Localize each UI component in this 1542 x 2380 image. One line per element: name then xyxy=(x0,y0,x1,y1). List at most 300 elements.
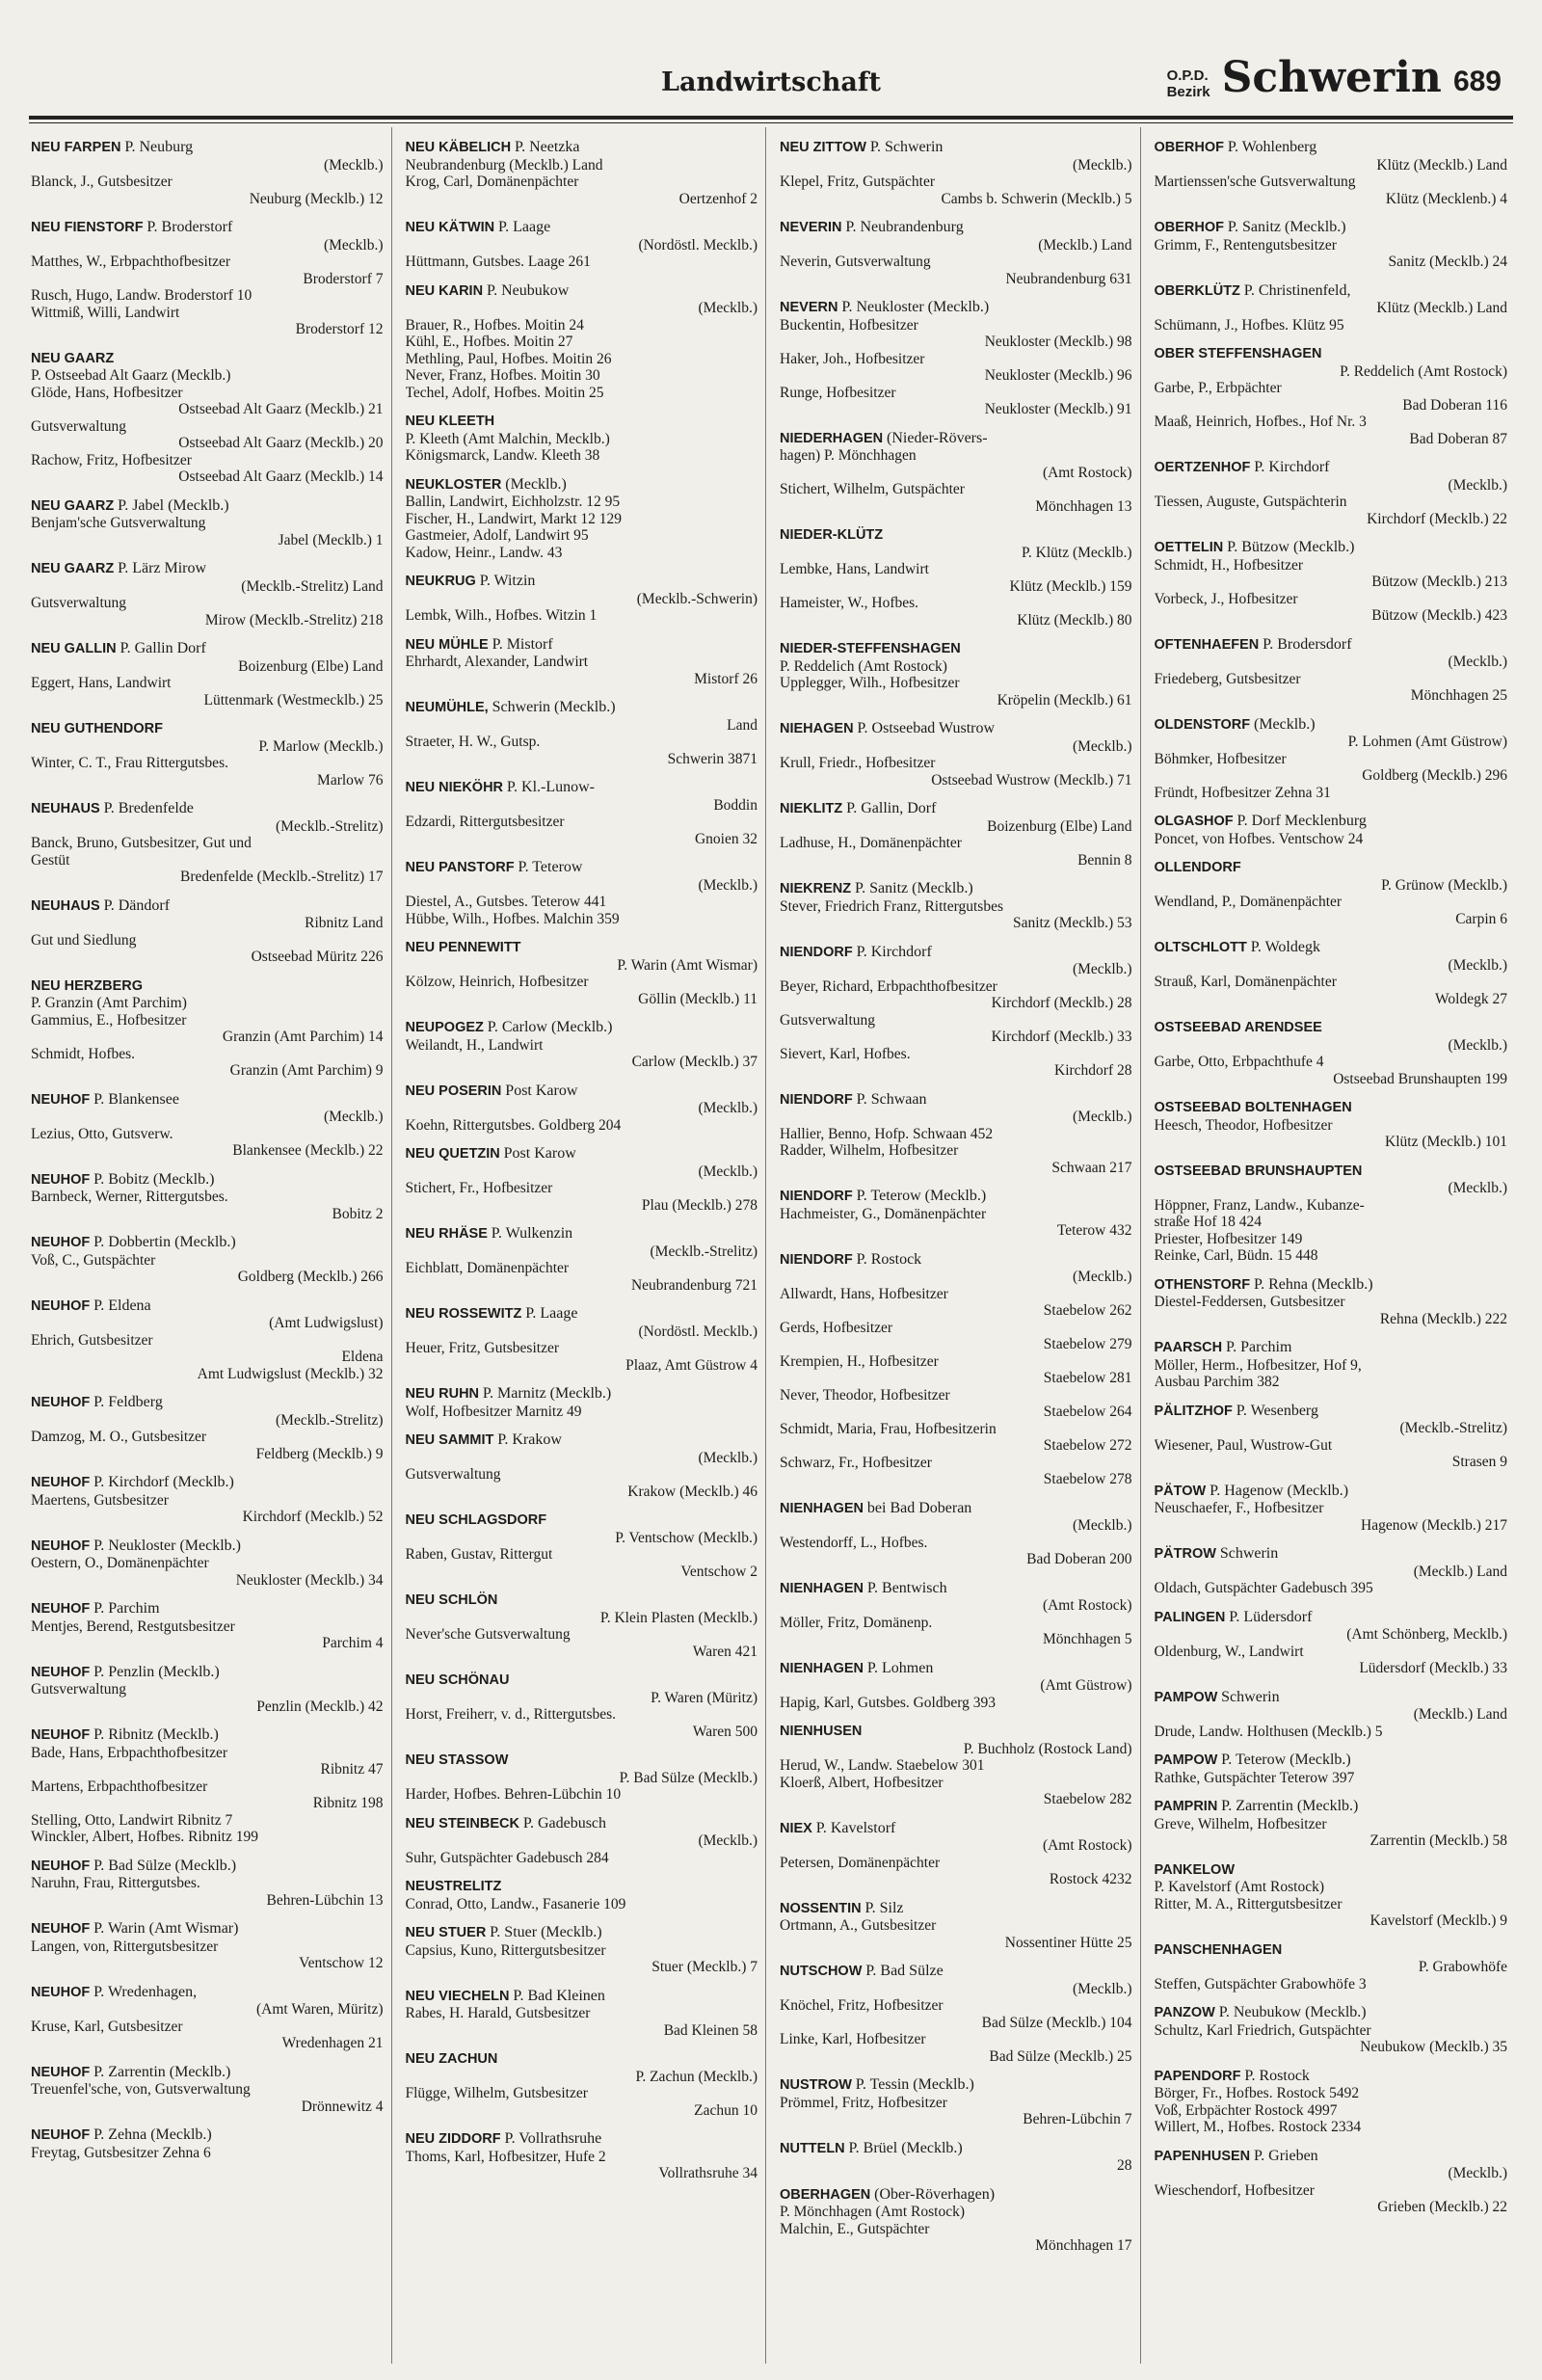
post-office: Schwerin xyxy=(1221,1688,1280,1705)
entry-heading-line xyxy=(780,1580,1132,1598)
directory-entry xyxy=(1155,345,1508,447)
entry-location-line: Bad Kleinen 58 xyxy=(663,2021,758,2039)
directory-entry xyxy=(1155,859,1508,927)
entry-holder-line: Brauer, R., Hofbes. Moitin 24 xyxy=(405,316,584,334)
post-office: P. Dorf Mecklenburg xyxy=(1236,813,1367,829)
place-name: NEUHOF xyxy=(31,1395,91,1410)
entry-heading-line xyxy=(31,1726,384,1745)
entry-location-line: Krakow (Mecklb.) 46 xyxy=(627,1483,758,1500)
entry-heading-line xyxy=(780,944,1132,962)
post-office: P. Warin (Amt Wismar) xyxy=(93,1920,239,1937)
entry-holder-line: Neubrandenburg (Mecklb.) Land xyxy=(405,156,603,174)
entry-location-line: Bützow (Mecklb.) 423 xyxy=(1371,607,1507,624)
directory-entry xyxy=(1155,1798,1508,1850)
entry-location-line: Schwerin 3871 xyxy=(667,750,758,767)
entry-holder-line: Ausbau Parchim 382 xyxy=(1154,1374,1280,1390)
directory-entry xyxy=(1155,282,1508,334)
directory-entry xyxy=(780,1820,1132,1888)
directory-entry xyxy=(31,350,384,486)
entry-heading-line xyxy=(31,139,384,157)
directory-entry xyxy=(780,2140,1132,2175)
post-office: P. Zehna (Mecklb.) xyxy=(93,2126,212,2143)
entry-holder-line: Blanck, J., Gutsbesitzer xyxy=(31,174,173,190)
entry-location-line: Granzin (Amt Parchim) 9 xyxy=(229,1062,384,1079)
entry-holder-line: Wittmiß, Willi, Landwirt xyxy=(31,304,180,321)
directory-entry xyxy=(31,1171,384,1223)
place-name: NIENHUSEN xyxy=(780,1724,863,1739)
entry-holder-line: Linke, Karl, Hofbesitzer xyxy=(780,2031,926,2047)
entry-location-line: (Mecklb.) xyxy=(698,1832,758,1849)
place-name: NEU PANSTORF xyxy=(405,860,515,875)
entry-heading-line xyxy=(406,1019,758,1037)
entry-location-line: (Amt Schönberg, Mecklb.) xyxy=(1346,1626,1507,1643)
entry-heading-line xyxy=(406,139,758,157)
entry-location-line: (Mecklb.) xyxy=(1072,156,1132,174)
entry-heading-line xyxy=(780,720,1132,738)
entry-holder-line: Wiesener, Paul, Wustrow-Gut xyxy=(1154,1436,1333,1454)
directory-entry xyxy=(31,2064,384,2116)
directory-entry xyxy=(31,497,384,549)
directory-entry xyxy=(1155,1861,1508,1930)
entry-location-line: Plau (Mecklb.) 278 xyxy=(641,1196,758,1214)
entry-holder-line: Börger, Fr., Hofbes. Rostock 5492 xyxy=(1154,2085,1360,2101)
entry-holder-line: Höppner, Franz, Landw., Kubanze- xyxy=(1154,1196,1365,1214)
post-office: P. Schwerin xyxy=(869,139,944,155)
entry-holder-line: Schwarz, Fr., Hofbesitzer xyxy=(780,1454,932,1471)
entry-heading-line xyxy=(406,859,758,877)
entry-heading-line xyxy=(1155,459,1508,477)
entry-location-line: P. Zachun (Mecklb.) xyxy=(635,2068,758,2085)
entry-holder-line: Strauß, Karl, Domänenpächter xyxy=(1154,974,1337,990)
directory-entry xyxy=(31,720,384,789)
entry-holder-line: Fischer, H., Landwirt, Markt 12 129 xyxy=(405,510,623,527)
post-office: P. Ostseebad Wustrow xyxy=(857,720,996,736)
entry-heading-line xyxy=(780,299,1132,317)
post-office: P. Mistorf xyxy=(492,635,553,653)
post-office: (Mecklb.) xyxy=(505,475,567,493)
entry-heading-line xyxy=(780,1091,1132,1110)
directory-entry xyxy=(1155,139,1508,207)
entry-holder-line: Glöde, Hans, Hofbesitzer xyxy=(31,384,183,401)
entry-holder-line: Priester, Hofbesitzer 149 xyxy=(1154,1230,1303,1247)
entry-heading-line xyxy=(1155,2004,1508,2022)
entry-holder-line: P. Kavelstorf (Amt Rostock) xyxy=(1154,1879,1325,1895)
entry-heading-line xyxy=(1155,939,1508,957)
entry-holder-line: Voß, Erbpächter Rostock 4997 xyxy=(1154,2101,1338,2119)
entry-holder-line: Maertens, Gutsbesitzer xyxy=(31,1491,169,1509)
entry-holder-line: Koehn, Rittergutsbes. Goldberg 204 xyxy=(405,1116,622,1134)
post-office: Schwerin xyxy=(1219,1545,1279,1562)
entry-location-line: Staebelow 272 xyxy=(1043,1437,1132,1454)
district-label xyxy=(1167,67,1210,100)
directory-entry xyxy=(1155,1339,1508,1391)
directory-entry xyxy=(406,1083,758,1135)
entry-heading-line xyxy=(406,1305,758,1324)
post-office: P. Gadebusch xyxy=(522,1814,607,1832)
entry-location-line: Rostock 4232 xyxy=(1049,1871,1132,1887)
column-2 xyxy=(406,127,767,2364)
entry-location-line: (Amt Waren, Müritz) xyxy=(256,2001,384,2018)
entry-holder-line: Gut und Siedlung xyxy=(31,931,137,949)
entry-heading-line xyxy=(31,1297,384,1316)
entry-location-line: Wredenhagen 21 xyxy=(281,2035,384,2051)
directory-entry xyxy=(1155,1099,1508,1151)
directory-entry xyxy=(1155,2148,1508,2216)
place-name: NEUMÜHLE, xyxy=(405,700,489,715)
directory-entry xyxy=(780,1580,1132,1648)
post-office: P. Parchim xyxy=(1226,1339,1292,1355)
entry-location-line: Zarrentin (Mecklb.) 58 xyxy=(1369,1832,1507,1849)
entry-location-line: P. Warin (Amt Wismar) xyxy=(617,956,758,974)
directory-entry xyxy=(406,636,758,688)
entry-holder-line: Friedeberg, Gutsbesitzer xyxy=(1154,670,1301,687)
place-name: NEUHAUS xyxy=(31,801,100,816)
entry-holder-line: Hachmeister, G., Domänenpächter xyxy=(780,1205,987,1222)
entry-heading-line xyxy=(31,1600,384,1618)
entry-holder-line: Krog, Carl, Domänenpächter xyxy=(405,174,579,190)
post-office: (Ober-Röverhagen) xyxy=(874,2185,996,2203)
entry-heading-line xyxy=(31,1394,384,1412)
entry-heading-line xyxy=(1155,539,1508,557)
post-office: (Nieder-Rövers- xyxy=(887,429,988,446)
place-name: PANKELOW xyxy=(1154,1861,1236,1878)
directory-entry xyxy=(780,2076,1132,2128)
place-name: NIENDORF xyxy=(780,1091,853,1108)
post-office: P. Christinenfeld, xyxy=(1243,281,1351,299)
entry-heading-line xyxy=(1155,1609,1508,1627)
post-office: P. Brodersdorf xyxy=(1263,635,1352,653)
entry-location-line: Mönchhagen 13 xyxy=(1035,497,1132,515)
entry-location-line: Kirchdorf 28 xyxy=(1054,1062,1132,1079)
entry-holder-line: Stever, Friedrich Franz, Rittergutsbes xyxy=(780,897,1003,915)
entry-heading-line xyxy=(406,219,758,237)
directory-entry xyxy=(406,1924,758,1976)
entry-heading-line xyxy=(406,1752,758,1770)
directory-entry xyxy=(780,1500,1132,1568)
entry-heading-line xyxy=(31,1858,384,1876)
entry-heading-line xyxy=(31,1474,384,1492)
entry-holder-line: Techel, Adolf, Hofbes. Moitin 25 xyxy=(405,384,604,401)
entry-location-line: Staebelow 262 xyxy=(1043,1302,1132,1319)
entry-holder-line: Benjam'sche Gutsverwaltung xyxy=(31,515,206,531)
entry-heading-line xyxy=(406,636,758,655)
place-name: NEU GAARZ xyxy=(31,497,115,514)
directory-entry xyxy=(1155,2004,1508,2056)
entry-heading-line xyxy=(1155,1941,1508,1960)
place-name: NEUHOF xyxy=(31,1171,91,1188)
directory-entry xyxy=(406,282,758,402)
entry-holder-line: Krempien, H., Hofbesitzer xyxy=(780,1352,939,1370)
entry-heading-line xyxy=(780,1660,1132,1678)
directory-entry xyxy=(406,1815,758,1867)
entry-holder-line: Martens, Erbpachthofbesitzer xyxy=(31,1778,208,1795)
entry-heading-line xyxy=(406,1878,758,1896)
directory-entry xyxy=(406,2130,758,2182)
post-office: Schwerin (Mecklb.) xyxy=(492,699,616,715)
post-office: P. Sanitz (Mecklb.) xyxy=(855,880,973,896)
entry-holder-line: Gastmeier, Adolf, Landwirt 95 xyxy=(405,527,589,544)
post-office: P. Rehna (Mecklb.) xyxy=(1254,1275,1373,1293)
entry-heading-line xyxy=(31,219,384,237)
directory-entry xyxy=(780,2186,1132,2255)
place-name: NEUHOF xyxy=(31,1091,91,1108)
place-name: NIENHAGEN xyxy=(780,1500,864,1516)
post-office: P. Zarrentin (Mecklb.) xyxy=(1221,1798,1359,1814)
entry-holder-line: Böhmker, Hofbesitzer xyxy=(1154,750,1287,767)
entry-location-line: Staebelow 264 xyxy=(1043,1404,1132,1420)
post-office: P. Grieben xyxy=(1254,2147,1318,2164)
entry-holder-line: Never'sche Gutsverwaltung xyxy=(405,1626,571,1643)
post-office: P. Teterow xyxy=(518,859,583,875)
entry-location-line: Klütz (Mecklb.) Land xyxy=(1376,156,1507,174)
directory-entry xyxy=(31,1474,384,1526)
post-office: bei Bad Doberan xyxy=(866,1499,972,1516)
post-office: P. Neuburg xyxy=(124,139,194,155)
entry-heading-line xyxy=(1155,2068,1508,2086)
entry-location-line: Klütz (Mecklb.) Land xyxy=(1376,300,1507,316)
entry-holder-line: Krull, Friedr., Hofbesitzer xyxy=(780,755,936,771)
entry-heading-line xyxy=(780,640,1132,658)
directory-entry xyxy=(406,1225,758,1294)
entry-heading-line xyxy=(406,1671,758,1690)
entry-location-line: Plaaz, Amt Güstrow 4 xyxy=(625,1356,758,1374)
directory-entry xyxy=(1155,1545,1508,1597)
directory-entry xyxy=(1155,1019,1508,1087)
entry-location-line: (Mecklb.) xyxy=(698,1100,758,1116)
entry-holder-line: Diestel-Feddersen, Gutsbesitzer xyxy=(1154,1294,1345,1310)
post-office: P. Kirchdorf (Mecklb.) xyxy=(93,1474,234,1490)
entry-holder-line: Hameister, W., Hofbes. xyxy=(780,595,919,611)
post-office: P. Blankensee xyxy=(93,1090,179,1108)
entry-heading-line xyxy=(31,720,384,738)
place-name: NEUHOF xyxy=(31,2127,91,2143)
directory-entry xyxy=(1155,813,1508,847)
column-4 xyxy=(1155,127,1516,2364)
place-name: NOSSENTIN xyxy=(780,1900,862,1916)
entry-location-line: (Mecklb.) xyxy=(323,236,384,254)
entry-heading-line xyxy=(406,573,758,591)
header-rule xyxy=(29,116,1513,120)
place-name: PAMPRIN xyxy=(1154,1799,1218,1814)
entry-location-line: (Mecklb.-Schwerin) xyxy=(636,590,758,607)
entry-holder-line: Matthes, W., Erbpachthofbesitzer xyxy=(31,254,231,270)
entry-heading-line xyxy=(1155,1019,1508,1037)
entry-location-line: Woldegk 27 xyxy=(1435,990,1507,1007)
entry-location-line: Teterow 432 xyxy=(1056,1222,1132,1239)
entry-location-line: Ribnitz 198 xyxy=(312,1795,384,1811)
entry-holder-line: Horst, Freiherr, v. d., Rittergutsbes. xyxy=(405,1706,617,1723)
column-3 xyxy=(780,127,1141,2364)
entry-location-line: (Mecklb.) xyxy=(1072,1109,1132,1125)
post-office: P. Sanitz (Mecklb.) xyxy=(1227,219,1346,235)
entry-location-line: Mönchhagen 17 xyxy=(1035,2237,1132,2254)
place-name: PALINGEN xyxy=(1154,1609,1226,1625)
entry-location-line: Staebelow 282 xyxy=(1043,1791,1132,1807)
entry-holder-line: Kadow, Heinr., Landw. 43 xyxy=(405,544,563,561)
entry-holder-line: Buckentin, Hofbesitzer xyxy=(780,316,918,334)
entry-heading-line xyxy=(1155,1339,1508,1357)
entry-holder-line: Diestel, A., Gutsbes. Teterow 441 xyxy=(405,894,607,910)
entry-location-line: Marlow 76 xyxy=(317,771,384,789)
entry-holder-line: Heesch, Theodor, Hofbesitzer xyxy=(1154,1116,1333,1134)
post-office: P. Teterow (Mecklb.) xyxy=(1221,1752,1351,1768)
entry-holder-line: Rathke, Gutspächter Teterow 397 xyxy=(1154,1769,1355,1786)
entry-holder-line: Oldenburg, W., Landwirt xyxy=(1154,1643,1304,1660)
post-office: Post Karow xyxy=(503,1145,576,1162)
entry-location-line: Boizenburg (Elbe) Land xyxy=(238,657,384,675)
directory-entry xyxy=(406,1591,758,1660)
directory-entry xyxy=(406,476,758,562)
entry-holder-line: Maaß, Heinrich, Hofbes., Hof Nr. 3 xyxy=(1154,414,1367,430)
place-name: OETTELIN xyxy=(1154,540,1224,555)
entry-holder-line: Malchin, E., Gutspächter xyxy=(780,2220,930,2237)
entry-location-line: Neukloster (Mecklb.) 34 xyxy=(235,1571,384,1589)
directory-entry xyxy=(31,1091,384,1160)
entry-holder-line: Never, Franz, Hofbes. Moitin 30 xyxy=(405,367,600,384)
bezirk-label: Bezirk xyxy=(1166,84,1210,100)
directory-entry xyxy=(31,640,384,709)
entry-location-line: Bützow (Mecklb.) 213 xyxy=(1371,574,1507,590)
entry-location-line: 28 xyxy=(1117,2157,1132,2174)
entry-location-line: Neuburg (Mecklb.) 12 xyxy=(249,190,384,207)
entry-heading-line xyxy=(780,880,1132,898)
entry-holder-line: Flügge, Wilhelm, Gutsbesitzer xyxy=(405,2085,588,2101)
post-office: P. Lärz Mirow xyxy=(118,560,207,576)
directory-entry xyxy=(406,1671,758,1740)
place-name: NIENDORF xyxy=(780,1251,853,1268)
entry-heading-line xyxy=(406,699,758,717)
entry-holder-line: Steffen, Gutspächter Grabowhöfe 3 xyxy=(1154,1975,1367,1992)
entry-location-line: Amt Ludwigslust (Mecklb.) 32 xyxy=(197,1365,384,1382)
post-office: P. Teterow (Mecklb.) xyxy=(856,1188,987,1204)
post-office: P. Wohlenberg xyxy=(1227,139,1317,155)
post-office: P. Bützow (Mecklb.) xyxy=(1227,539,1355,555)
place-name: NEU RHÄSE xyxy=(405,1226,488,1242)
entry-holder-line: Klepel, Fritz, Gutspächter xyxy=(780,174,935,190)
entry-heading-line xyxy=(31,2126,384,2145)
header-right xyxy=(1166,53,1502,102)
place-name: OBERKLÜTZ xyxy=(1154,282,1240,299)
entry-location-line: (Mecklb.) xyxy=(323,156,384,174)
entry-location-line: Behren-Lübchin 13 xyxy=(266,1891,384,1909)
entry-location-line: Bennin 8 xyxy=(1077,851,1132,869)
entry-holder-line: Rabes, H. Harald, Gutsbesitzer xyxy=(405,2005,591,2021)
entry-holder-line: Never, Theodor, Hofbesitzer xyxy=(780,1386,950,1404)
entry-holder-line: Greve, Wilhelm, Hofbesitzer xyxy=(1154,1815,1327,1832)
post-office: P. Parchim xyxy=(93,1600,160,1617)
entry-location-line: (Mecklb.) xyxy=(1448,1180,1507,1196)
directory-entry xyxy=(406,779,758,847)
entry-holder-line: Poncet, von Hofbes. Ventschow 24 xyxy=(1154,830,1364,847)
entry-location-line: (Amt Ludwigslust) xyxy=(269,1315,384,1331)
entry-heading-line xyxy=(1155,1163,1508,1181)
post-office: P. Penzlin (Mecklb.) xyxy=(93,1663,220,1680)
place-name: NEUHOF xyxy=(31,1727,91,1743)
entry-heading-line xyxy=(406,1083,758,1101)
entry-location-line: P. Waren (Müritz) xyxy=(651,1689,758,1706)
entry-location-line: P. Klütz (Mecklb.) xyxy=(1021,544,1132,561)
place-name: PANSCHENHAGEN xyxy=(1154,1941,1283,1958)
directory-entry xyxy=(780,139,1132,207)
directory-entry xyxy=(31,1538,384,1590)
entry-heading-line xyxy=(31,640,384,658)
directory-entry xyxy=(406,139,758,207)
place-name: NEUKLOSTER xyxy=(405,476,502,493)
directory-entry xyxy=(780,1723,1132,1808)
directory-entry xyxy=(1155,636,1508,705)
place-name: OERTZENHOF xyxy=(1154,460,1251,475)
entry-location-line: P. Ventschow (Mecklb.) xyxy=(615,1529,758,1546)
post-office: P. Lüdersdorf xyxy=(1229,1608,1313,1625)
entry-holder-line: Heuer, Fritz, Gutsbesitzer xyxy=(405,1340,559,1356)
entry-holder-line: Conrad, Otto, Landw., Fasanerie 109 xyxy=(405,1895,626,1912)
post-office: P. Laage xyxy=(498,219,551,235)
directory-entry xyxy=(1155,1609,1508,1677)
place-name: NEU FIENSTORF xyxy=(31,220,144,235)
entry-holder-line: Gestüt xyxy=(31,851,70,869)
entry-holder-line: Willert, M., Hofbes. Rostock 2334 xyxy=(1154,2119,1362,2135)
entry-holder-line: Petersen, Domänenpächter xyxy=(780,1854,941,1871)
entry-holder-line: Rachow, Fritz, Hofbesitzer xyxy=(31,451,192,468)
place-name: NEVERIN xyxy=(780,220,842,235)
place-name: NEU ROSSEWITZ xyxy=(405,1306,522,1322)
entry-location-line: Bad Sülze (Mecklb.) 104 xyxy=(981,2014,1132,2031)
place-name: NEU GUTHENDORF xyxy=(31,721,163,736)
post-office: P. Kavelstorf xyxy=(815,1819,896,1836)
place-name: NEUHAUS xyxy=(31,897,100,914)
entry-location-line: (Amt Güstrow) xyxy=(1040,1677,1132,1694)
entry-holder-line: Eichblatt, Domänenpächter xyxy=(405,1260,570,1276)
entry-holder-line: Haker, Joh., Hofbesitzer xyxy=(780,350,925,367)
entry-location-line: Penzlin (Mecklb.) 42 xyxy=(256,1698,384,1715)
entry-holder-line: Barnbeck, Werner, Rittergutsbes. xyxy=(31,1189,228,1205)
post-office: P. Kl.-Lunow- xyxy=(506,779,595,795)
entry-location-line: Stuer (Mecklb.) 7 xyxy=(651,1959,758,1975)
entry-heading-line xyxy=(406,413,758,431)
directory-entry xyxy=(406,1431,758,1500)
entry-location-line: Ostseebad Alt Gaarz (Mecklb.) 21 xyxy=(178,401,384,417)
place-name: NEU VIECHELN xyxy=(405,1988,510,2004)
entry-holder-line: Oldach, Gutspächter Gadebusch 395 xyxy=(1154,1580,1373,1596)
entry-location-line: Kröpelin (Mecklb.) 61 xyxy=(997,691,1132,709)
entry-heading-line xyxy=(406,1511,758,1530)
directory-entry xyxy=(31,1664,384,1716)
post-office: P. Lohmen xyxy=(866,1659,934,1676)
entry-location-line: Klütz (Mecklb.) 159 xyxy=(1009,577,1132,595)
entry-holder-line: hagen) P. Mönchhagen xyxy=(780,447,917,464)
entry-location-line: P. Lohmen (Amt Güstrow) xyxy=(1347,734,1507,750)
entry-location-line: (Mecklb.) xyxy=(323,1109,384,1125)
place-name: PÄLITZHOF xyxy=(1154,1403,1233,1419)
entry-location-line: P. Grabowhöfe xyxy=(1418,1959,1507,1975)
entry-holder-line: Schmidt, Hofbes. xyxy=(31,1045,136,1062)
entry-location-line: Klütz (Mecklb.) 101 xyxy=(1385,1134,1507,1150)
directory-entry xyxy=(780,1251,1132,1488)
entry-heading-line xyxy=(406,1591,758,1610)
post-office: P. Hagenow (Mecklb.) xyxy=(1210,1482,1349,1499)
header-rule-thin xyxy=(29,122,1513,123)
post-office: P. Tessin (Mecklb.) xyxy=(855,2076,974,2093)
post-office: P. Bobitz (Mecklb.) xyxy=(93,1170,215,1188)
entry-location-line: Eldena xyxy=(341,1349,384,1365)
directory-entry xyxy=(31,800,384,886)
entry-heading-line xyxy=(1155,1545,1508,1564)
entry-holder-line: Raben, Gustav, Rittergut xyxy=(405,1546,553,1563)
post-office: P. Zarrentin (Mecklb.) xyxy=(93,2063,231,2080)
entry-holder-line: Vorbeck, J., Hofbesitzer xyxy=(1154,590,1298,607)
place-name: NEU GAARZ xyxy=(31,350,115,366)
entry-location-line: (Mecklb.) xyxy=(1072,961,1132,977)
